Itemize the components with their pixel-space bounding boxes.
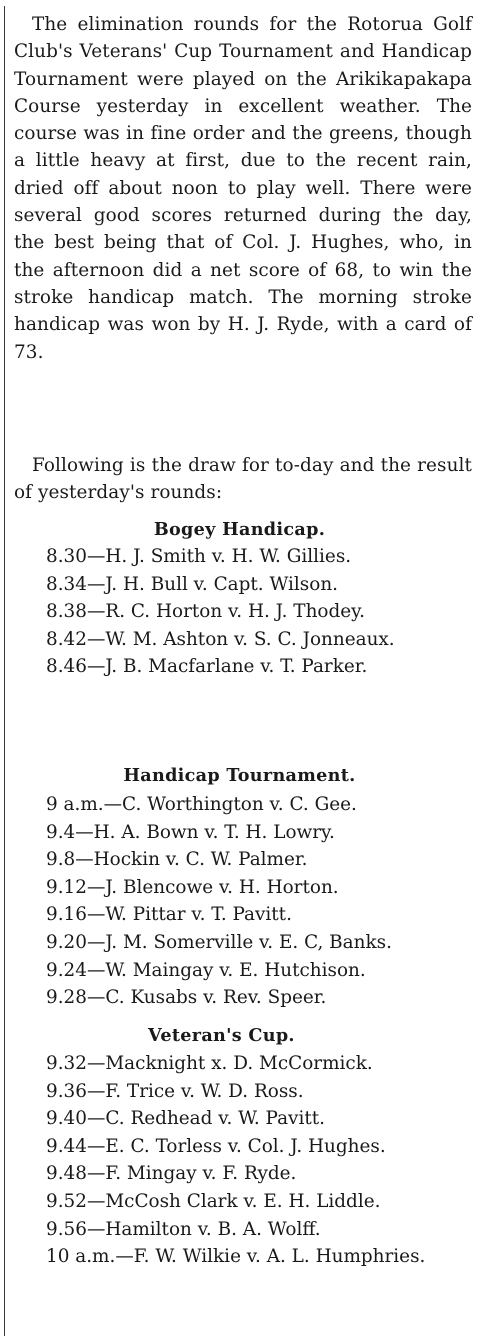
draw-entry (0, 819, 479, 847)
dash-separator: — (86, 1108, 106, 1130)
draw-entry (0, 846, 479, 874)
dash-separator: — (86, 931, 106, 953)
draw-entry (0, 626, 479, 654)
draw-entry (0, 571, 479, 599)
match-pairing: Hockin v. C. W. Palmer. (93, 849, 308, 871)
dash-separator: — (75, 849, 94, 871)
match-pairing: F. Mingay v. F. Ryde. (105, 1163, 297, 1185)
dash-separator: — (86, 546, 106, 567)
dash-separator: — (115, 1246, 134, 1268)
tee-time: 8.34 (46, 573, 87, 595)
tee-time: 9.40 (46, 1108, 87, 1130)
draw-entry (0, 791, 479, 819)
tee-time: 9.8 (46, 849, 76, 871)
match-pairing: J. B. Macfarlane v. T. Parker. (105, 656, 368, 678)
match-pairing: C. Redhead v. W. Pavitt. (105, 1108, 325, 1130)
dash-separator: — (86, 904, 106, 926)
tee-time: 9.48 (46, 1163, 87, 1185)
bogey-handicap-heading: Bogey Handicap. (153, 519, 326, 540)
tee-time: 9.20 (46, 931, 87, 953)
draw-entry (0, 1160, 479, 1188)
draw-entry (0, 598, 479, 626)
dash-separator: — (86, 1053, 106, 1074)
veterans-cup-heading: Veteran's Cup. (148, 1025, 295, 1046)
dash-separator: — (86, 1190, 106, 1212)
match-pairing: J. H. Bull v. Capt. Wilson. (105, 573, 339, 595)
tee-time: 9.16 (46, 904, 87, 926)
tee-time: 9.12 (46, 876, 87, 898)
tee-time: 9.4 (46, 821, 76, 843)
tee-time: 8.42 (46, 628, 87, 650)
match-pairing: W. Maingay v. E. Hutchison. (105, 959, 366, 981)
draw-entry (0, 1243, 479, 1271)
tee-time: 8.30 (46, 546, 87, 567)
tee-time: 8.46 (46, 656, 87, 678)
bogey-handicap-draw (0, 543, 479, 681)
match-pairing: Hamilton v. B. A. Wolff. (105, 1218, 321, 1240)
dash-separator: — (86, 959, 106, 981)
veterans-cup-draw (0, 1050, 479, 1271)
dash-separator: — (86, 573, 106, 595)
match-pairing: McCosh Clark v. E. H. Liddle. (105, 1190, 381, 1212)
match-pairing: Macknight x. D. McCormick. (105, 1053, 373, 1074)
draw-entry (0, 901, 479, 929)
lead-in-paragraph: Following is the draw for to-day and the result of yesterday's rounds: (14, 455, 472, 504)
match-pairing: F. W. Wilkie v. A. L. Humphries. (133, 1246, 426, 1268)
tee-time: 9 a.m. (46, 794, 104, 815)
tee-time: 9.44 (46, 1135, 87, 1157)
match-pairing: J. Blencowe v. H. Horton. (105, 876, 339, 898)
draw-entry (0, 1133, 479, 1161)
draw-entry (0, 1078, 479, 1106)
tee-time: 9.24 (46, 959, 87, 981)
tee-time: 9.36 (46, 1080, 87, 1102)
dash-separator: — (75, 821, 94, 843)
draw-entry (0, 874, 479, 902)
dash-separator: — (86, 1218, 106, 1240)
intro-paragraph: The elimination rounds for the Rotorua Golf Club's Veterans' Cup Tournament and Handicap Tournament were played on the Arikikapakapa Course yesterday in excellent weather. The course was in fine order and the greens, though a little heavy at first, due to the recent rain, dried off about noon to play well. There were several good scores returned during the day, the best being that of Col. J. Hughes, who, in the afternoon did a net score of 68, to win the stroke handicap match. The morning stroke handicap was won by H. J. Ryde, with a card of 73. (14, 14, 472, 363)
draw-entry (0, 1188, 479, 1216)
dash-separator: — (86, 656, 106, 678)
dash-separator: — (86, 628, 106, 650)
dash-separator: — (86, 987, 106, 1009)
dash-separator: — (86, 1135, 106, 1157)
match-pairing: J. M. Somerville v. E. C, Banks. (105, 931, 392, 953)
tee-time: 9.28 (46, 987, 87, 1009)
match-pairing: R. C. Horton v. H. J. Thodey. (105, 601, 365, 623)
match-pairing: C. Kusabs v. Rev. Speer. (105, 987, 327, 1009)
match-pairing: H. A. Bown v. T. H. Lowry. (93, 821, 335, 843)
dash-separator: — (86, 1163, 106, 1185)
dash-separator: — (103, 794, 123, 815)
dash-separator: — (86, 1080, 106, 1102)
draw-entry (0, 1050, 479, 1078)
draw-entry (0, 929, 479, 957)
draw-entry (0, 1105, 479, 1133)
tee-time: 9.52 (46, 1190, 87, 1212)
match-pairing: W. Pittar v. T. Pavitt. (105, 904, 292, 926)
tee-time: 10 a.m. (46, 1246, 116, 1268)
draw-entry (0, 653, 479, 681)
handicap-tournament-heading: Handicap Tournament. (123, 765, 356, 786)
tee-time: 8.38 (46, 601, 87, 623)
draw-entry (0, 984, 479, 1012)
tee-time: 9.56 (46, 1218, 87, 1240)
draw-entry (0, 1216, 479, 1244)
dash-separator: — (86, 876, 106, 898)
match-pairing: C. Worthington v. C. Gee. (122, 794, 357, 815)
draw-entry (0, 957, 479, 985)
match-pairing: H. J. Smith v. H. W. Gillies. (105, 546, 352, 567)
match-pairing: W. M. Ashton v. S. C. Jonneaux. (105, 628, 395, 650)
match-pairing: F. Trice v. W. D. Ross. (105, 1080, 304, 1102)
dash-separator: — (86, 601, 106, 623)
tee-time: 9.32 (46, 1053, 87, 1074)
match-pairing: E. C. Torless v. Col. J. Hughes. (105, 1135, 386, 1157)
draw-entry (0, 543, 479, 571)
handicap-tournament-draw (0, 791, 479, 1012)
